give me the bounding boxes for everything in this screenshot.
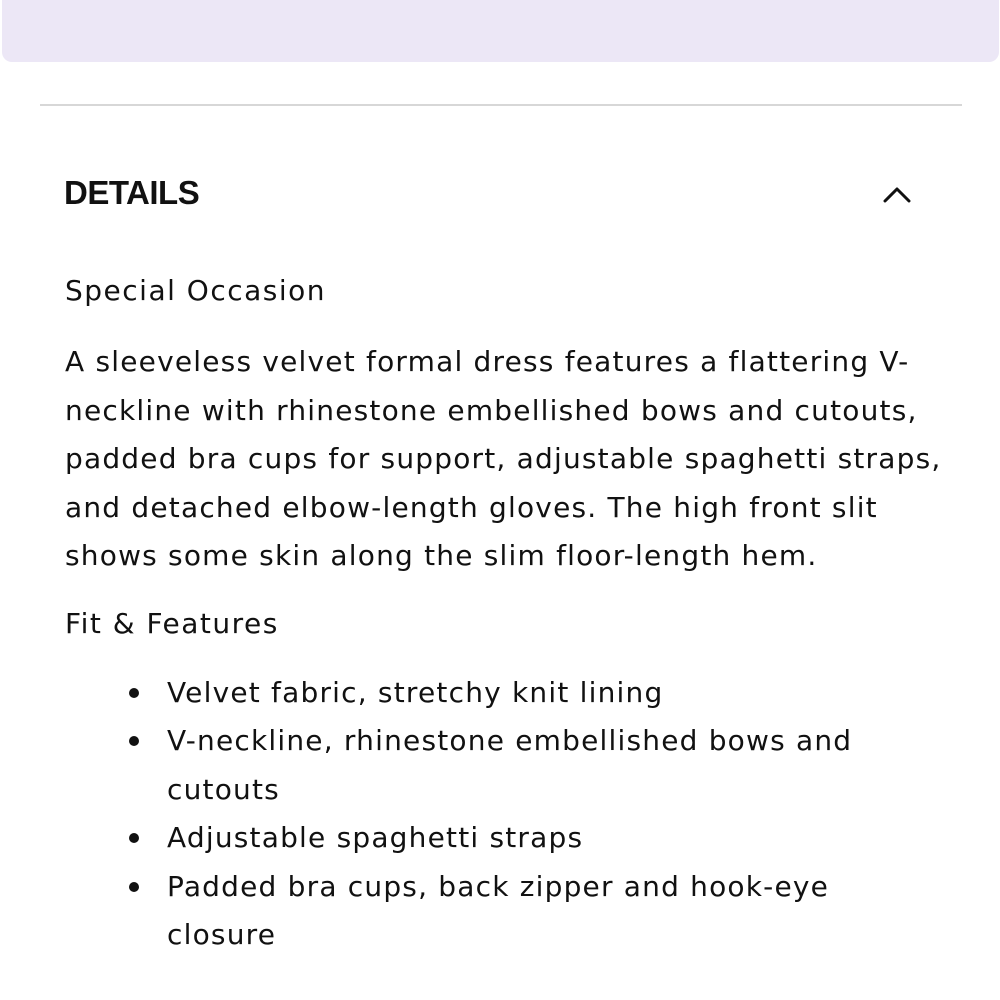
feature-text: Padded bra cups, back zipper and hook-eye closure [167, 869, 830, 951]
bullet-icon [129, 882, 139, 892]
features-list [65, 669, 945, 960]
details-accordion-header[interactable] [64, 170, 924, 220]
bullet-icon [129, 833, 139, 843]
top-banner [2, 0, 999, 62]
details-title: DETAILS [64, 174, 200, 211]
details-content [65, 268, 945, 960]
bullet-icon [129, 736, 139, 746]
feature-text: Adjustable spaghetti straps [167, 821, 584, 854]
list-item [167, 863, 907, 960]
bullet-icon [129, 688, 139, 698]
feature-text: Velvet fabric, stretchy knit lining [167, 675, 664, 709]
chevron-up-icon[interactable] [882, 184, 912, 204]
section-divider [40, 104, 962, 106]
list-item [167, 717, 907, 814]
fit-features-heading: Fit & Features [65, 606, 279, 640]
occasion-heading: Special Occasion [65, 274, 327, 307]
list-item [167, 669, 907, 718]
list-item [167, 814, 907, 863]
product-description: A sleeveless velvet formal dress features a flattering V-neckline with rhinestone embellished bows and cutouts, padded bra cups for support, adjustable spaghetti straps, and detached elbow-length gloves. The high front slit shows some skin along the slim floor-length hem. [65, 345, 942, 572]
feature-text: V-neckline, rhinestone embellished bows and cutouts [167, 724, 853, 806]
